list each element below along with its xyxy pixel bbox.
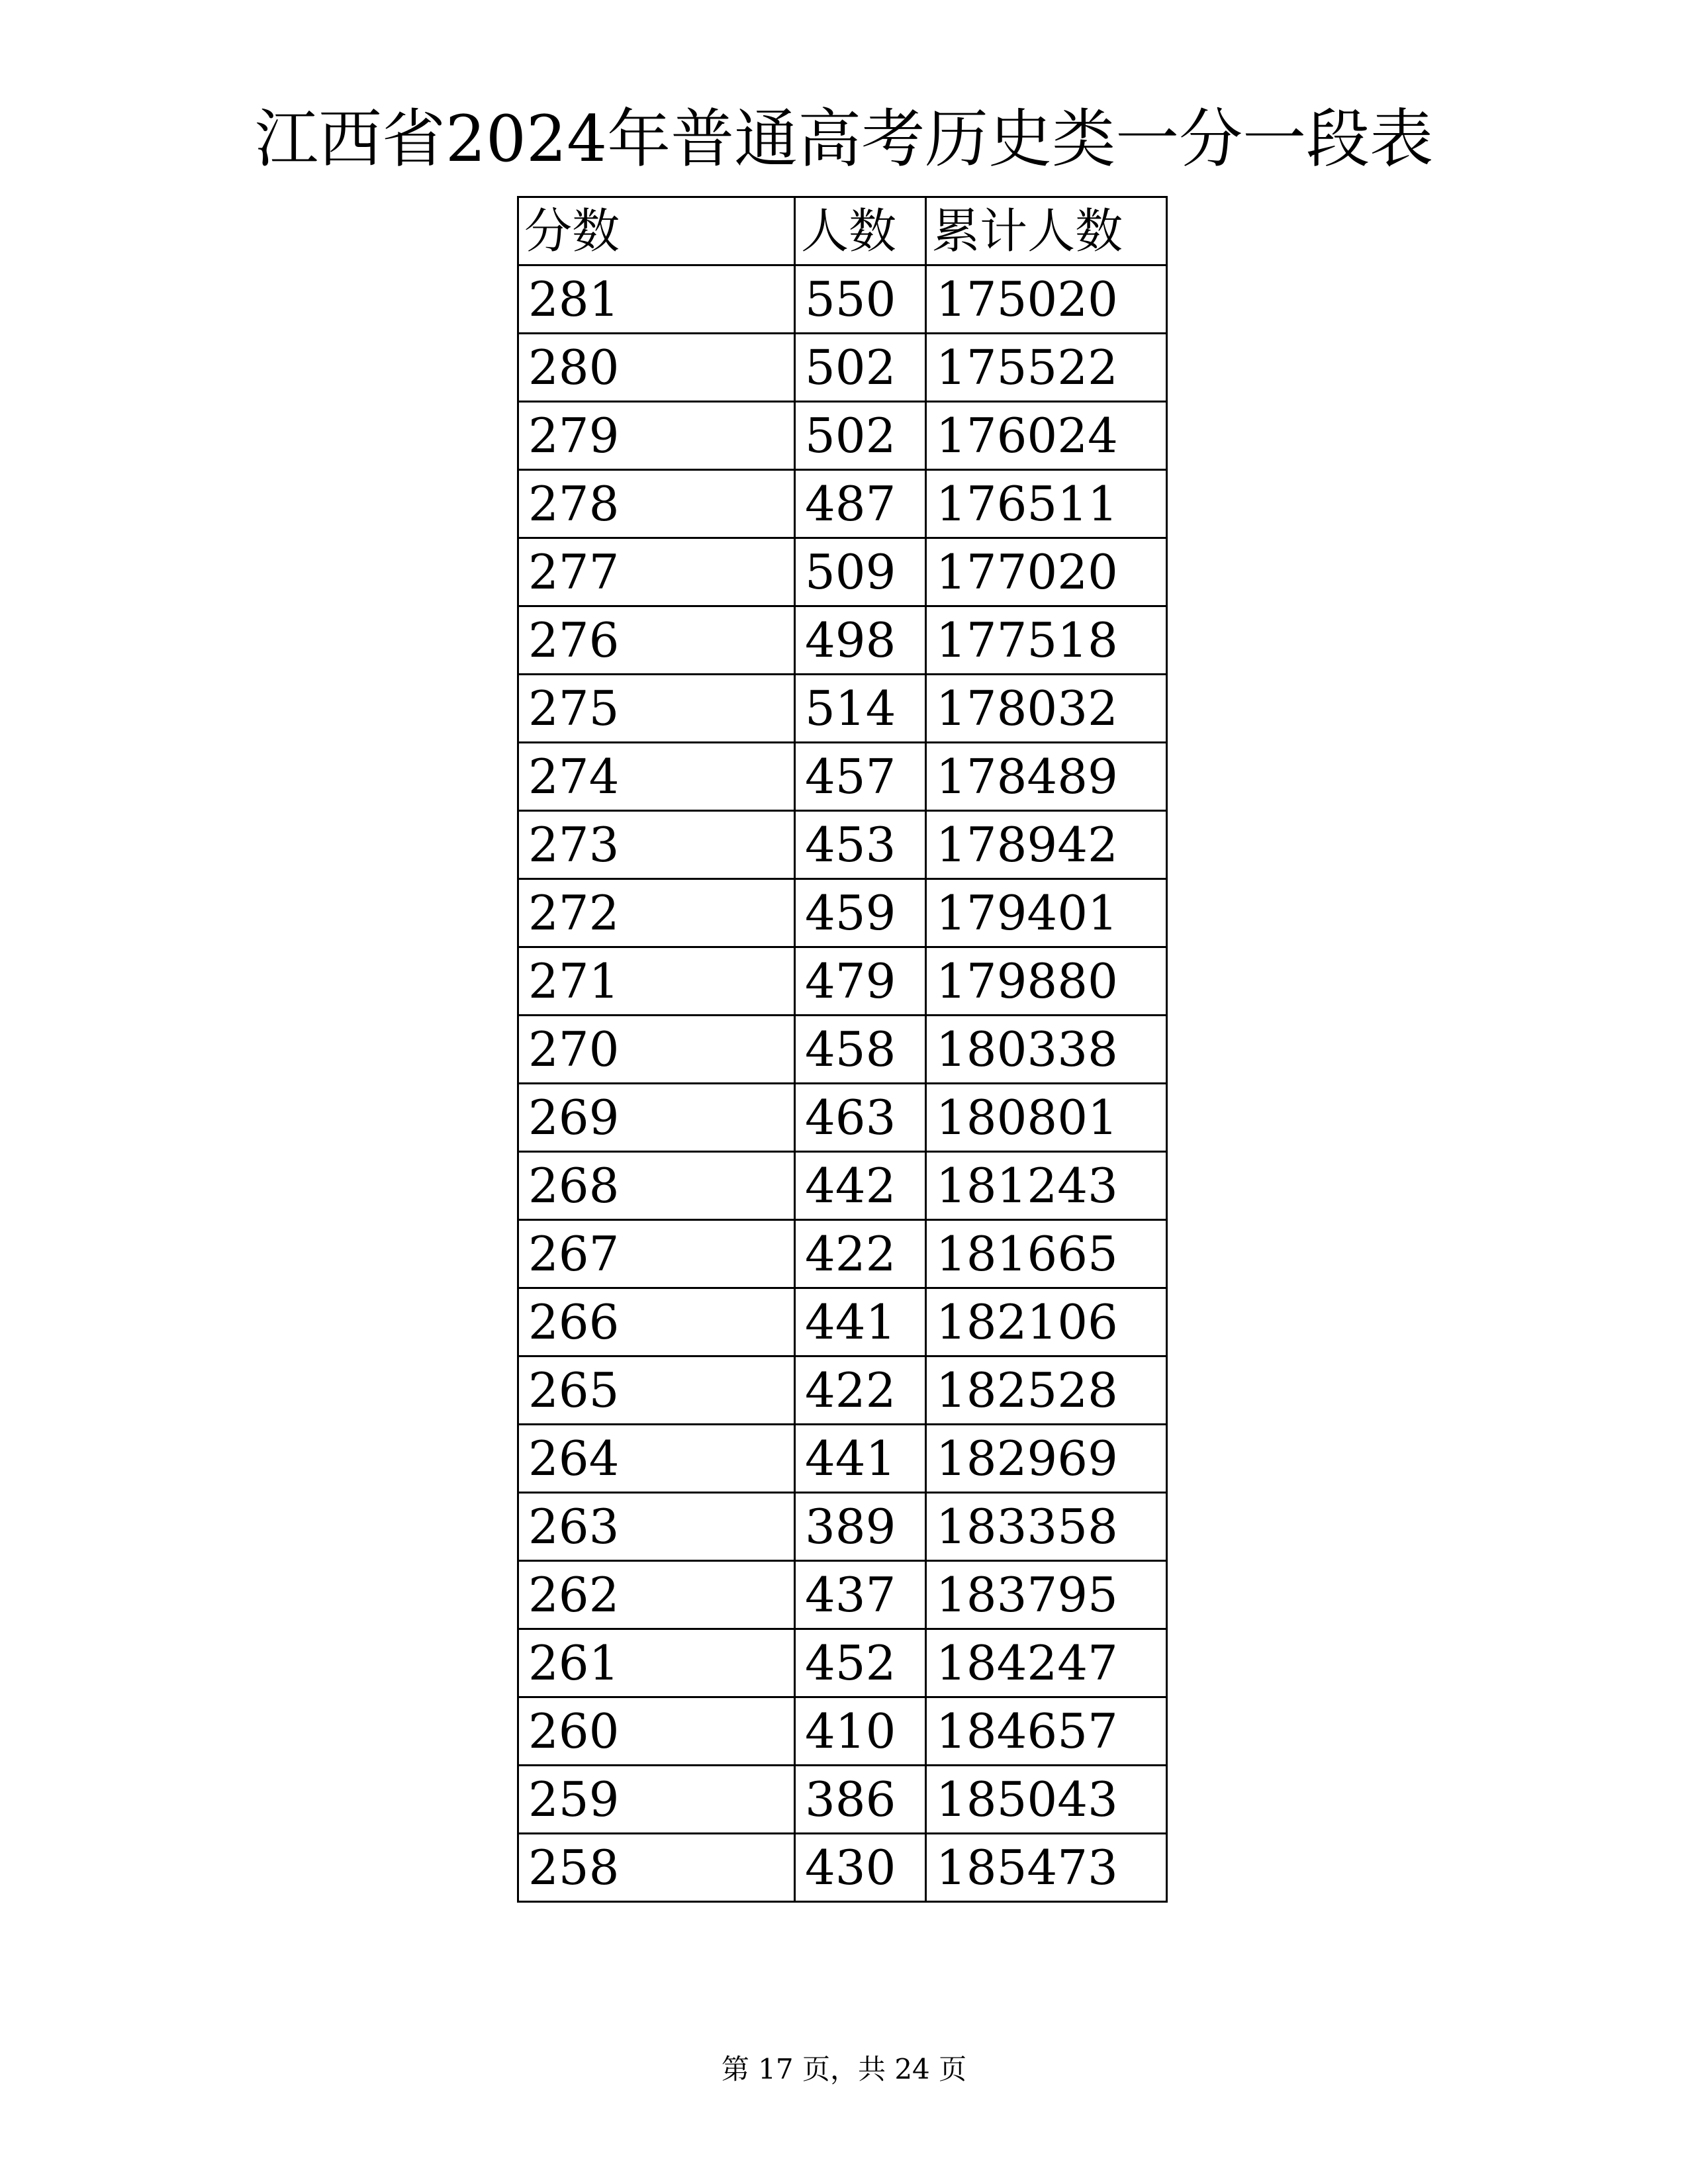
cell-score: 273 bbox=[518, 811, 795, 879]
table-row bbox=[518, 265, 1167, 334]
cell-score: 262 bbox=[518, 1561, 795, 1629]
table-row bbox=[518, 1220, 1167, 1288]
header-cumulative-count: 累计人数 bbox=[926, 197, 1167, 265]
cell-cumulative-count: 178942 bbox=[926, 811, 1167, 879]
cell-count: 389 bbox=[795, 1493, 926, 1561]
cell-count: 422 bbox=[795, 1356, 926, 1425]
cell-score: 265 bbox=[518, 1356, 795, 1425]
cell-score: 281 bbox=[518, 265, 795, 334]
cell-cumulative-count: 179880 bbox=[926, 947, 1167, 1016]
header-count: 人数 bbox=[795, 197, 926, 265]
cell-cumulative-count: 181243 bbox=[926, 1152, 1167, 1220]
cell-score: 278 bbox=[518, 470, 795, 538]
cell-cumulative-count: 181665 bbox=[926, 1220, 1167, 1288]
cell-score: 271 bbox=[518, 947, 795, 1016]
cell-count: 441 bbox=[795, 1288, 926, 1356]
cell-cumulative-count: 178489 bbox=[926, 743, 1167, 811]
cell-count: 457 bbox=[795, 743, 926, 811]
cell-cumulative-count: 180801 bbox=[926, 1084, 1167, 1152]
cell-cumulative-count: 185473 bbox=[926, 1834, 1167, 1902]
table-row bbox=[518, 1766, 1167, 1834]
cell-count: 386 bbox=[795, 1766, 926, 1834]
cell-count: 437 bbox=[795, 1561, 926, 1629]
cell-score: 277 bbox=[518, 538, 795, 606]
cell-score: 274 bbox=[518, 743, 795, 811]
table-row bbox=[518, 947, 1167, 1016]
cell-score: 280 bbox=[518, 334, 795, 402]
cell-count: 452 bbox=[795, 1629, 926, 1697]
table-row bbox=[518, 1288, 1167, 1356]
table-row bbox=[518, 743, 1167, 811]
cell-score: 272 bbox=[518, 879, 795, 947]
cell-score: 279 bbox=[518, 402, 795, 470]
cell-score: 261 bbox=[518, 1629, 795, 1697]
cell-score: 270 bbox=[518, 1016, 795, 1084]
header-score: 分数 bbox=[518, 197, 795, 265]
cell-count: 502 bbox=[795, 334, 926, 402]
table-row bbox=[518, 402, 1167, 470]
cell-count: 458 bbox=[795, 1016, 926, 1084]
cell-count: 514 bbox=[795, 675, 926, 743]
cell-count: 550 bbox=[795, 265, 926, 334]
cell-score: 275 bbox=[518, 675, 795, 743]
table-row bbox=[518, 1561, 1167, 1629]
cell-score: 267 bbox=[518, 1220, 795, 1288]
cell-count: 410 bbox=[795, 1697, 926, 1766]
table-row bbox=[518, 606, 1167, 675]
cell-count: 459 bbox=[795, 879, 926, 947]
cell-score: 263 bbox=[518, 1493, 795, 1561]
table-row bbox=[518, 811, 1167, 879]
cell-cumulative-count: 183795 bbox=[926, 1561, 1167, 1629]
cell-count: 453 bbox=[795, 811, 926, 879]
table-row bbox=[518, 1629, 1167, 1697]
cell-cumulative-count: 178032 bbox=[926, 675, 1167, 743]
cell-count: 502 bbox=[795, 402, 926, 470]
cell-cumulative-count: 182106 bbox=[926, 1288, 1167, 1356]
cell-score: 260 bbox=[518, 1697, 795, 1766]
cell-cumulative-count: 183358 bbox=[926, 1493, 1167, 1561]
cell-cumulative-count: 177020 bbox=[926, 538, 1167, 606]
table-row bbox=[518, 1016, 1167, 1084]
cell-cumulative-count: 182969 bbox=[926, 1425, 1167, 1493]
cell-cumulative-count: 176511 bbox=[926, 470, 1167, 538]
page-title: 江西省2024年普通高考历史类一分一段表 bbox=[254, 102, 1434, 176]
page-number: 第 17 页，共 24 页 bbox=[721, 2053, 967, 2085]
table-row bbox=[518, 1084, 1167, 1152]
cell-cumulative-count: 182528 bbox=[926, 1356, 1167, 1425]
cell-score: 266 bbox=[518, 1288, 795, 1356]
cell-cumulative-count: 180338 bbox=[926, 1016, 1167, 1084]
cell-score: 258 bbox=[518, 1834, 795, 1902]
score-distribution-table bbox=[517, 196, 1168, 1903]
cell-count: 509 bbox=[795, 538, 926, 606]
table-row bbox=[518, 675, 1167, 743]
cell-count: 479 bbox=[795, 947, 926, 1016]
cell-count: 441 bbox=[795, 1425, 926, 1493]
cell-cumulative-count: 176024 bbox=[926, 402, 1167, 470]
cell-cumulative-count: 184247 bbox=[926, 1629, 1167, 1697]
cell-count: 463 bbox=[795, 1084, 926, 1152]
cell-cumulative-count: 179401 bbox=[926, 879, 1167, 947]
cell-score: 269 bbox=[518, 1084, 795, 1152]
table-header-row bbox=[518, 197, 1167, 265]
cell-score: 259 bbox=[518, 1766, 795, 1834]
cell-cumulative-count: 175020 bbox=[926, 265, 1167, 334]
cell-count: 442 bbox=[795, 1152, 926, 1220]
table-row bbox=[518, 1425, 1167, 1493]
table-body bbox=[518, 265, 1167, 1902]
table-row bbox=[518, 879, 1167, 947]
cell-score: 268 bbox=[518, 1152, 795, 1220]
cell-score: 276 bbox=[518, 606, 795, 675]
cell-count: 422 bbox=[795, 1220, 926, 1288]
table-row bbox=[518, 1834, 1167, 1902]
table-row bbox=[518, 1152, 1167, 1220]
table-row bbox=[518, 470, 1167, 538]
cell-cumulative-count: 185043 bbox=[926, 1766, 1167, 1834]
cell-count: 498 bbox=[795, 606, 926, 675]
cell-count: 430 bbox=[795, 1834, 926, 1902]
cell-cumulative-count: 177518 bbox=[926, 606, 1167, 675]
cell-count: 487 bbox=[795, 470, 926, 538]
table-row bbox=[518, 1697, 1167, 1766]
cell-score: 264 bbox=[518, 1425, 795, 1493]
cell-cumulative-count: 184657 bbox=[926, 1697, 1167, 1766]
table-row bbox=[518, 1493, 1167, 1561]
table-row bbox=[518, 1356, 1167, 1425]
table-row bbox=[518, 334, 1167, 402]
table-row bbox=[518, 538, 1167, 606]
cell-cumulative-count: 175522 bbox=[926, 334, 1167, 402]
